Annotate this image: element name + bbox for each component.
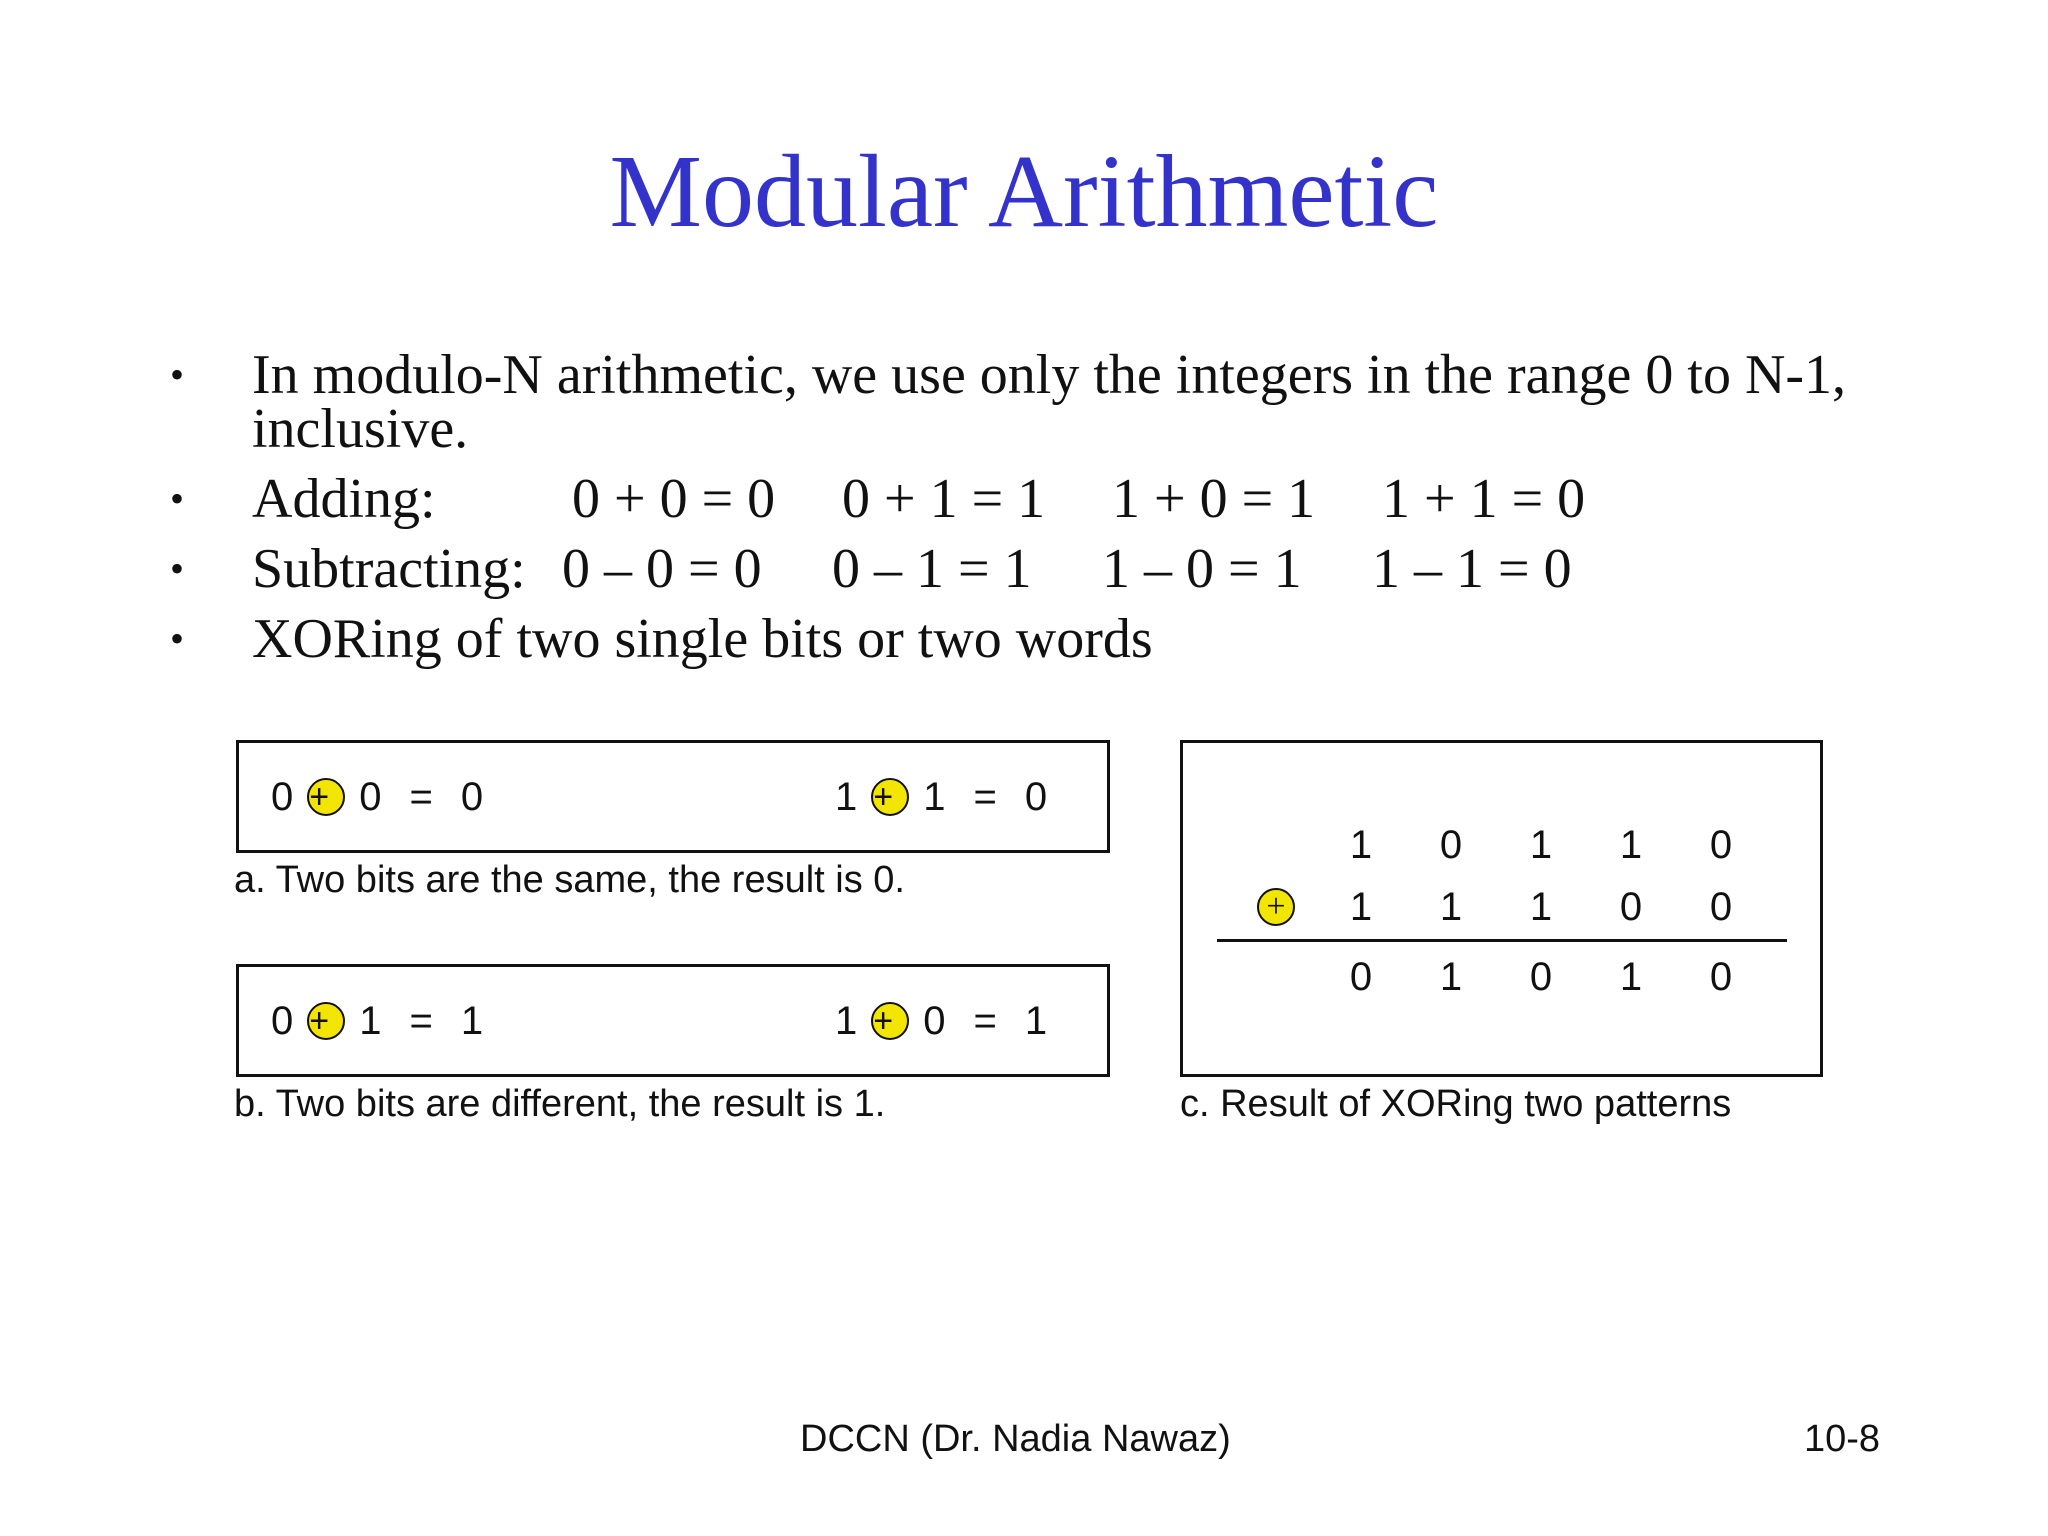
result: 1 bbox=[1024, 999, 1048, 1043]
bullet-text: XORing of two single bits or two words bbox=[252, 608, 1153, 670]
bit: 0 bbox=[1709, 955, 1733, 999]
operand: 0 bbox=[923, 999, 946, 1043]
bit: 0 bbox=[1619, 885, 1643, 929]
operand: 1 bbox=[359, 999, 382, 1043]
xor-expression bbox=[835, 775, 1047, 819]
result: 1 bbox=[460, 999, 484, 1043]
equals-sign: = bbox=[409, 775, 433, 819]
bit: 0 bbox=[1529, 955, 1553, 999]
equals-sign: = bbox=[409, 999, 433, 1043]
bit: 1 bbox=[1619, 823, 1643, 867]
sum-line bbox=[1217, 939, 1787, 942]
adding-equation: 1 + 0 = 1 bbox=[1112, 468, 1316, 530]
bit: 1 bbox=[1439, 955, 1463, 999]
slide-title: Modular Arithmetic bbox=[609, 134, 1439, 249]
figure-b-box bbox=[236, 964, 1110, 1077]
operand: 0 bbox=[271, 775, 294, 819]
bit: 0 bbox=[1709, 885, 1733, 929]
adding-equation: 0 + 1 = 1 bbox=[842, 468, 1046, 530]
footer-text: DCCN (Dr. Nadia Nawaz) bbox=[800, 1418, 1231, 1460]
xor-icon: + bbox=[871, 1002, 909, 1040]
operand: 0 bbox=[271, 999, 294, 1043]
result: 0 bbox=[1024, 775, 1048, 819]
subtracting-equation: 0 – 1 = 1 bbox=[832, 538, 1032, 600]
equals-sign: = bbox=[973, 999, 997, 1043]
figure-c-caption: c. Result of XORing two patterns bbox=[1180, 1083, 1732, 1125]
figure-c-box bbox=[1180, 740, 1823, 1077]
bullet-marker: • bbox=[170, 616, 185, 661]
bit: 1 bbox=[1529, 885, 1553, 929]
operand: 0 bbox=[359, 775, 382, 819]
bit: 0 bbox=[1439, 823, 1463, 867]
bullet-marker: • bbox=[170, 546, 185, 591]
result: 0 bbox=[460, 775, 484, 819]
xor-icon: + bbox=[307, 778, 345, 816]
adding-label: Adding: bbox=[252, 468, 436, 530]
figure-a-caption: a. Two bits are the same, the result is 0. bbox=[234, 859, 905, 901]
bit: 1 bbox=[1619, 955, 1643, 999]
figure-b-caption: b. Two bits are different, the result is 1. bbox=[234, 1083, 886, 1125]
bullet-marker: • bbox=[170, 476, 185, 521]
equals-sign: = bbox=[973, 775, 997, 819]
operand: 1 bbox=[835, 999, 858, 1043]
operand: 1 bbox=[923, 775, 946, 819]
figure-a-box bbox=[236, 740, 1110, 853]
bullet-item bbox=[170, 608, 1890, 670]
subtracting-equation: 1 – 1 = 0 bbox=[1372, 538, 1572, 600]
bullet-text: In modulo-N arithmetic, we use only the integers in the range 0 to N-1, inclusive. bbox=[252, 344, 1847, 460]
bit: 1 bbox=[1529, 823, 1553, 867]
subtracting-label: Subtracting: bbox=[252, 538, 526, 600]
subtracting-equation: 1 – 0 = 1 bbox=[1102, 538, 1302, 600]
xor-icon: + bbox=[871, 778, 909, 816]
bullet-list bbox=[170, 344, 1890, 682]
bit: 1 bbox=[1349, 885, 1373, 929]
subtracting-equation: 0 – 0 = 0 bbox=[562, 538, 762, 600]
bit: 0 bbox=[1349, 955, 1373, 999]
bit: 1 bbox=[1349, 823, 1373, 867]
bit: 1 bbox=[1439, 885, 1463, 929]
bullet-marker: • bbox=[170, 352, 185, 397]
xor-expression bbox=[271, 775, 483, 819]
xor-expression bbox=[271, 999, 483, 1043]
adding-equation: 1 + 1 = 0 bbox=[1382, 468, 1586, 530]
bullet-item bbox=[170, 344, 1890, 460]
page-number: 10-8 bbox=[1804, 1418, 1881, 1460]
operand: 1 bbox=[835, 775, 858, 819]
bullet-item-subtracting bbox=[170, 538, 1890, 600]
xor-icon: + bbox=[1257, 888, 1295, 926]
xor-icon: + bbox=[307, 1002, 345, 1040]
bit: 0 bbox=[1709, 823, 1733, 867]
bullet-item-adding bbox=[170, 468, 1890, 530]
xor-expression bbox=[835, 999, 1047, 1043]
adding-equation: 0 + 0 = 0 bbox=[572, 468, 776, 530]
